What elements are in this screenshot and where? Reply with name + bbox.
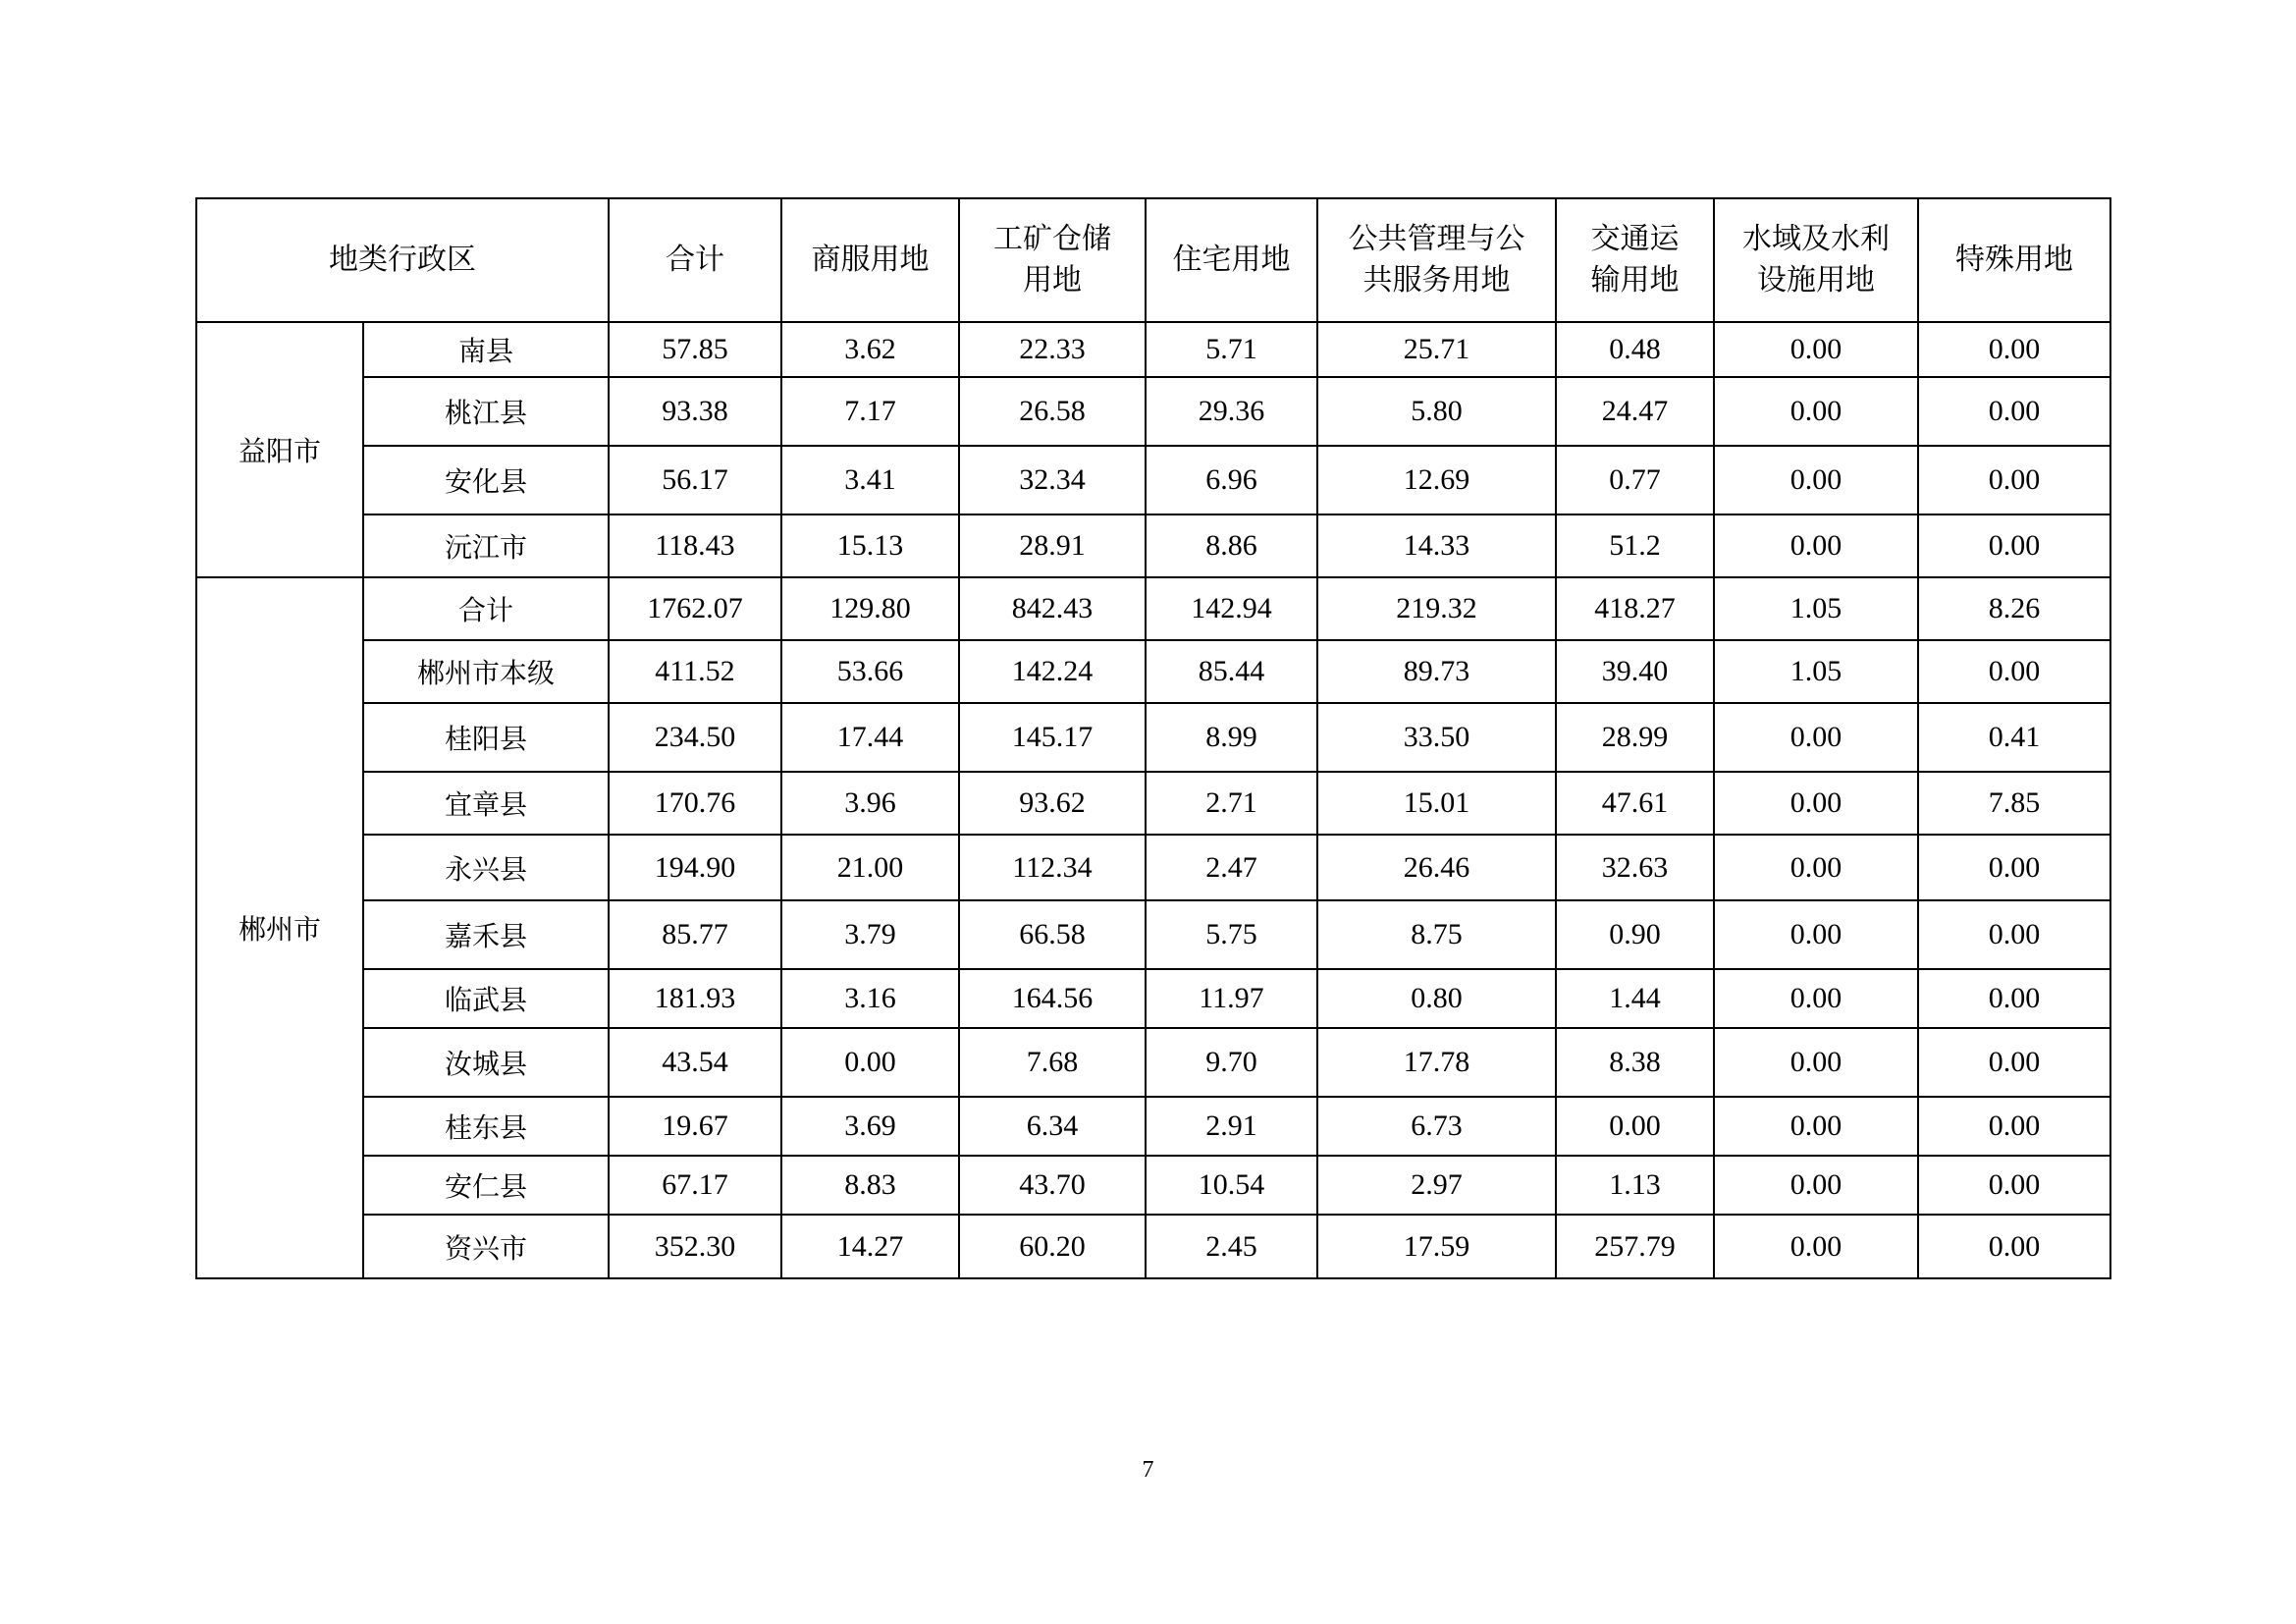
table-row xyxy=(196,640,2110,703)
value-cell: 0.00 xyxy=(1918,446,2110,514)
value-cell: 7.17 xyxy=(781,377,959,446)
value-cell: 112.34 xyxy=(959,835,1146,900)
city-cell: 益阳市 xyxy=(196,322,363,577)
value-cell: 9.70 xyxy=(1146,1028,1317,1097)
value-cell: 0.00 xyxy=(1918,1097,2110,1156)
table-row xyxy=(196,1156,2110,1215)
value-cell: 7.68 xyxy=(959,1028,1146,1097)
county-cell: 临武县 xyxy=(363,969,609,1028)
value-cell: 3.96 xyxy=(781,772,959,835)
value-cell: 0.00 xyxy=(1714,835,1918,900)
county-cell: 资兴市 xyxy=(363,1215,609,1278)
table-row xyxy=(196,900,2110,969)
value-cell: 7.85 xyxy=(1918,772,2110,835)
value-cell: 93.62 xyxy=(959,772,1146,835)
value-cell: 51.2 xyxy=(1556,514,1714,577)
county-cell: 郴州市本级 xyxy=(363,640,609,703)
column-header-line: 合计 xyxy=(666,243,724,277)
value-cell: 8.99 xyxy=(1146,703,1317,772)
land-use-table-container xyxy=(195,197,2109,1279)
column-header-line: 输用地 xyxy=(1590,263,1680,298)
value-cell: 219.32 xyxy=(1317,577,1556,640)
table-row xyxy=(196,835,2110,900)
value-cell: 3.79 xyxy=(781,900,959,969)
header-row xyxy=(196,198,2110,322)
column-header xyxy=(1317,198,1556,322)
value-cell: 2.47 xyxy=(1146,835,1317,900)
value-cell: 257.79 xyxy=(1556,1215,1714,1278)
value-cell: 842.43 xyxy=(959,577,1146,640)
value-cell: 8.38 xyxy=(1556,1028,1714,1097)
table-row xyxy=(196,446,2110,514)
value-cell: 0.00 xyxy=(1918,1215,2110,1278)
column-header xyxy=(1146,198,1317,322)
column-header-line: 地类行政区 xyxy=(329,243,476,277)
value-cell: 89.73 xyxy=(1317,640,1556,703)
table-row xyxy=(196,969,2110,1028)
column-header-line: 公共管理与公 xyxy=(1348,222,1525,256)
value-cell: 0.41 xyxy=(1918,703,2110,772)
value-cell: 14.27 xyxy=(781,1215,959,1278)
value-cell: 0.00 xyxy=(1556,1097,1714,1156)
value-cell: 3.41 xyxy=(781,446,959,514)
county-cell: 嘉禾县 xyxy=(363,900,609,969)
value-cell: 28.99 xyxy=(1556,703,1714,772)
value-cell: 1.05 xyxy=(1714,640,1918,703)
value-cell: 26.46 xyxy=(1317,835,1556,900)
value-cell: 8.83 xyxy=(781,1156,959,1215)
value-cell: 2.97 xyxy=(1317,1156,1556,1215)
value-cell: 24.47 xyxy=(1556,377,1714,446)
value-cell: 15.13 xyxy=(781,514,959,577)
table-row xyxy=(196,514,2110,577)
value-cell: 43.70 xyxy=(959,1156,1146,1215)
value-cell: 8.26 xyxy=(1918,577,2110,640)
value-cell: 57.85 xyxy=(609,322,781,377)
column-header xyxy=(1918,198,2110,322)
value-cell: 67.17 xyxy=(609,1156,781,1215)
value-cell: 0.00 xyxy=(781,1028,959,1097)
value-cell: 164.56 xyxy=(959,969,1146,1028)
value-cell: 0.00 xyxy=(1714,900,1918,969)
value-cell: 0.00 xyxy=(1714,377,1918,446)
value-cell: 129.80 xyxy=(781,577,959,640)
value-cell: 0.90 xyxy=(1556,900,1714,969)
value-cell: 8.75 xyxy=(1317,900,1556,969)
county-cell: 合计 xyxy=(363,577,609,640)
value-cell: 0.00 xyxy=(1714,1156,1918,1215)
value-cell: 5.71 xyxy=(1146,322,1317,377)
value-cell: 118.43 xyxy=(609,514,781,577)
table-row xyxy=(196,1028,2110,1097)
value-cell: 5.80 xyxy=(1317,377,1556,446)
value-cell: 0.00 xyxy=(1714,322,1918,377)
county-cell: 汝城县 xyxy=(363,1028,609,1097)
value-cell: 170.76 xyxy=(609,772,781,835)
column-header-line: 特殊用地 xyxy=(1955,243,2073,277)
value-cell: 19.67 xyxy=(609,1097,781,1156)
county-cell: 安化县 xyxy=(363,446,609,514)
value-cell: 17.59 xyxy=(1317,1215,1556,1278)
value-cell: 6.96 xyxy=(1146,446,1317,514)
table-row xyxy=(196,577,2110,640)
value-cell: 0.00 xyxy=(1714,514,1918,577)
value-cell: 418.27 xyxy=(1556,577,1714,640)
value-cell: 0.00 xyxy=(1918,514,2110,577)
value-cell: 0.00 xyxy=(1714,969,1918,1028)
table-row xyxy=(196,1097,2110,1156)
column-header-line: 用地 xyxy=(1023,263,1082,298)
value-cell: 352.30 xyxy=(609,1215,781,1278)
value-cell: 17.44 xyxy=(781,703,959,772)
value-cell: 17.78 xyxy=(1317,1028,1556,1097)
table-row xyxy=(196,1215,2110,1278)
column-header-line: 商服用地 xyxy=(811,243,930,277)
value-cell: 0.00 xyxy=(1714,703,1918,772)
value-cell: 5.75 xyxy=(1146,900,1317,969)
county-cell: 安仁县 xyxy=(363,1156,609,1215)
value-cell: 1.13 xyxy=(1556,1156,1714,1215)
land-use-table xyxy=(195,197,2111,1279)
value-cell: 0.00 xyxy=(1714,1215,1918,1278)
column-header-line: 共服务用地 xyxy=(1362,263,1511,298)
city-cell: 郴州市 xyxy=(196,577,363,1278)
value-cell: 142.24 xyxy=(959,640,1146,703)
county-cell: 沅江市 xyxy=(363,514,609,577)
table-row xyxy=(196,772,2110,835)
value-cell: 56.17 xyxy=(609,446,781,514)
value-cell: 3.62 xyxy=(781,322,959,377)
value-cell: 53.66 xyxy=(781,640,959,703)
county-cell: 南县 xyxy=(363,322,609,377)
value-cell: 194.90 xyxy=(609,835,781,900)
value-cell: 142.94 xyxy=(1146,577,1317,640)
value-cell: 0.00 xyxy=(1918,322,2110,377)
value-cell: 21.00 xyxy=(781,835,959,900)
value-cell: 12.69 xyxy=(1317,446,1556,514)
county-cell: 永兴县 xyxy=(363,835,609,900)
value-cell: 0.00 xyxy=(1918,835,2110,900)
column-header-line: 住宅用地 xyxy=(1172,243,1291,277)
value-cell: 3.69 xyxy=(781,1097,959,1156)
value-cell: 43.54 xyxy=(609,1028,781,1097)
column-header xyxy=(1714,198,1918,322)
value-cell: 0.00 xyxy=(1714,1028,1918,1097)
value-cell: 0.00 xyxy=(1714,1097,1918,1156)
value-cell: 3.16 xyxy=(781,969,959,1028)
value-cell: 25.71 xyxy=(1317,322,1556,377)
value-cell: 0.00 xyxy=(1714,772,1918,835)
county-cell: 桂东县 xyxy=(363,1097,609,1156)
value-cell: 0.00 xyxy=(1918,1028,2110,1097)
county-cell: 桂阳县 xyxy=(363,703,609,772)
column-header-line: 设施用地 xyxy=(1757,263,1875,298)
value-cell: 1.44 xyxy=(1556,969,1714,1028)
value-cell: 411.52 xyxy=(609,640,781,703)
value-cell: 0.77 xyxy=(1556,446,1714,514)
value-cell: 32.34 xyxy=(959,446,1146,514)
column-header-line: 交通运 xyxy=(1590,222,1680,256)
value-cell: 0.00 xyxy=(1918,969,2110,1028)
value-cell: 33.50 xyxy=(1317,703,1556,772)
value-cell: 0.00 xyxy=(1918,377,2110,446)
value-cell: 11.97 xyxy=(1146,969,1317,1028)
value-cell: 28.91 xyxy=(959,514,1146,577)
value-cell: 145.17 xyxy=(959,703,1146,772)
table-header xyxy=(196,198,2110,322)
value-cell: 234.50 xyxy=(609,703,781,772)
table-row xyxy=(196,703,2110,772)
value-cell: 2.45 xyxy=(1146,1215,1317,1278)
value-cell: 6.34 xyxy=(959,1097,1146,1156)
value-cell: 15.01 xyxy=(1317,772,1556,835)
value-cell: 66.58 xyxy=(959,900,1146,969)
value-cell: 0.00 xyxy=(1918,640,2110,703)
column-header xyxy=(959,198,1146,322)
value-cell: 0.80 xyxy=(1317,969,1556,1028)
value-cell: 0.48 xyxy=(1556,322,1714,377)
page-number: 7 xyxy=(1142,1457,1154,1483)
column-header xyxy=(781,198,959,322)
value-cell: 47.61 xyxy=(1556,772,1714,835)
value-cell: 26.58 xyxy=(959,377,1146,446)
county-cell: 宜章县 xyxy=(363,772,609,835)
value-cell: 2.91 xyxy=(1146,1097,1317,1156)
value-cell: 32.63 xyxy=(1556,835,1714,900)
value-cell: 6.73 xyxy=(1317,1097,1556,1156)
value-cell: 60.20 xyxy=(959,1215,1146,1278)
table-row xyxy=(196,322,2110,377)
value-cell: 1.05 xyxy=(1714,577,1918,640)
value-cell: 0.00 xyxy=(1714,446,1918,514)
value-cell: 0.00 xyxy=(1918,900,2110,969)
value-cell: 2.71 xyxy=(1146,772,1317,835)
table-body xyxy=(196,322,2110,1278)
county-cell: 桃江县 xyxy=(363,377,609,446)
column-header-line: 水域及水利 xyxy=(1742,222,1890,256)
value-cell: 85.44 xyxy=(1146,640,1317,703)
value-cell: 93.38 xyxy=(609,377,781,446)
value-cell: 0.00 xyxy=(1918,1156,2110,1215)
value-cell: 22.33 xyxy=(959,322,1146,377)
value-cell: 1762.07 xyxy=(609,577,781,640)
column-header xyxy=(196,198,609,322)
value-cell: 29.36 xyxy=(1146,377,1317,446)
column-header xyxy=(1556,198,1714,322)
value-cell: 39.40 xyxy=(1556,640,1714,703)
table-row xyxy=(196,377,2110,446)
column-header-line: 工矿仓储 xyxy=(993,222,1111,256)
value-cell: 14.33 xyxy=(1317,514,1556,577)
value-cell: 8.86 xyxy=(1146,514,1317,577)
value-cell: 10.54 xyxy=(1146,1156,1317,1215)
value-cell: 85.77 xyxy=(609,900,781,969)
column-header xyxy=(609,198,781,322)
value-cell: 181.93 xyxy=(609,969,781,1028)
